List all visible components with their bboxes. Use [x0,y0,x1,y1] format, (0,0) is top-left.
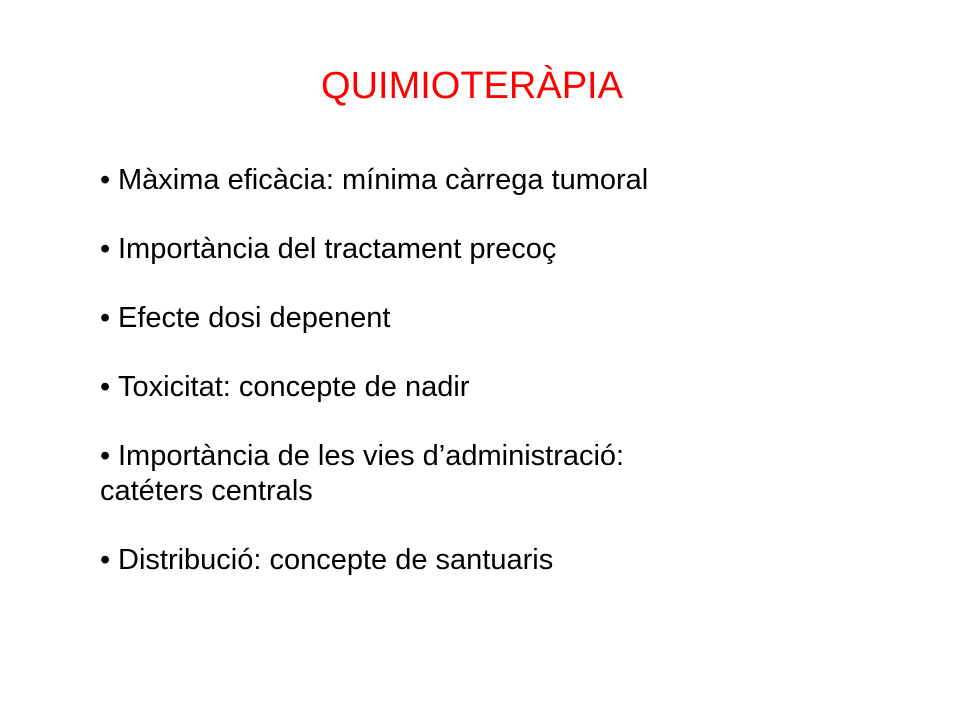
list-item [100,370,900,405]
list-item [100,232,900,267]
bullet-marker: • [100,233,111,265]
list-item [100,439,900,509]
bullet-text: Importància del tractament precoç [118,233,557,265]
list-item [100,543,900,578]
bullet-text: Importància de les vies d’administració: [118,440,625,472]
bullet-text-continuation: catéters centrals [100,475,313,507]
list-item [100,163,900,198]
bullet-text: Toxicitat: concepte de nadir [118,371,470,403]
bullet-marker: • [100,544,111,576]
bullet-marker: • [100,371,111,403]
bullet-text: Màxima eficàcia: mínima càrrega tumoral [118,164,649,196]
slide-title: QUIMIOTERÀPIA [321,65,623,107]
bullet-list [100,163,900,612]
bullet-text: Distribució: concepte de santuaris [118,544,554,576]
list-item [100,301,900,336]
bullet-marker: • [100,164,111,196]
bullet-marker: • [100,440,111,472]
bullet-marker: • [100,302,111,334]
bullet-text: Efecte dosi depenent [118,302,391,334]
